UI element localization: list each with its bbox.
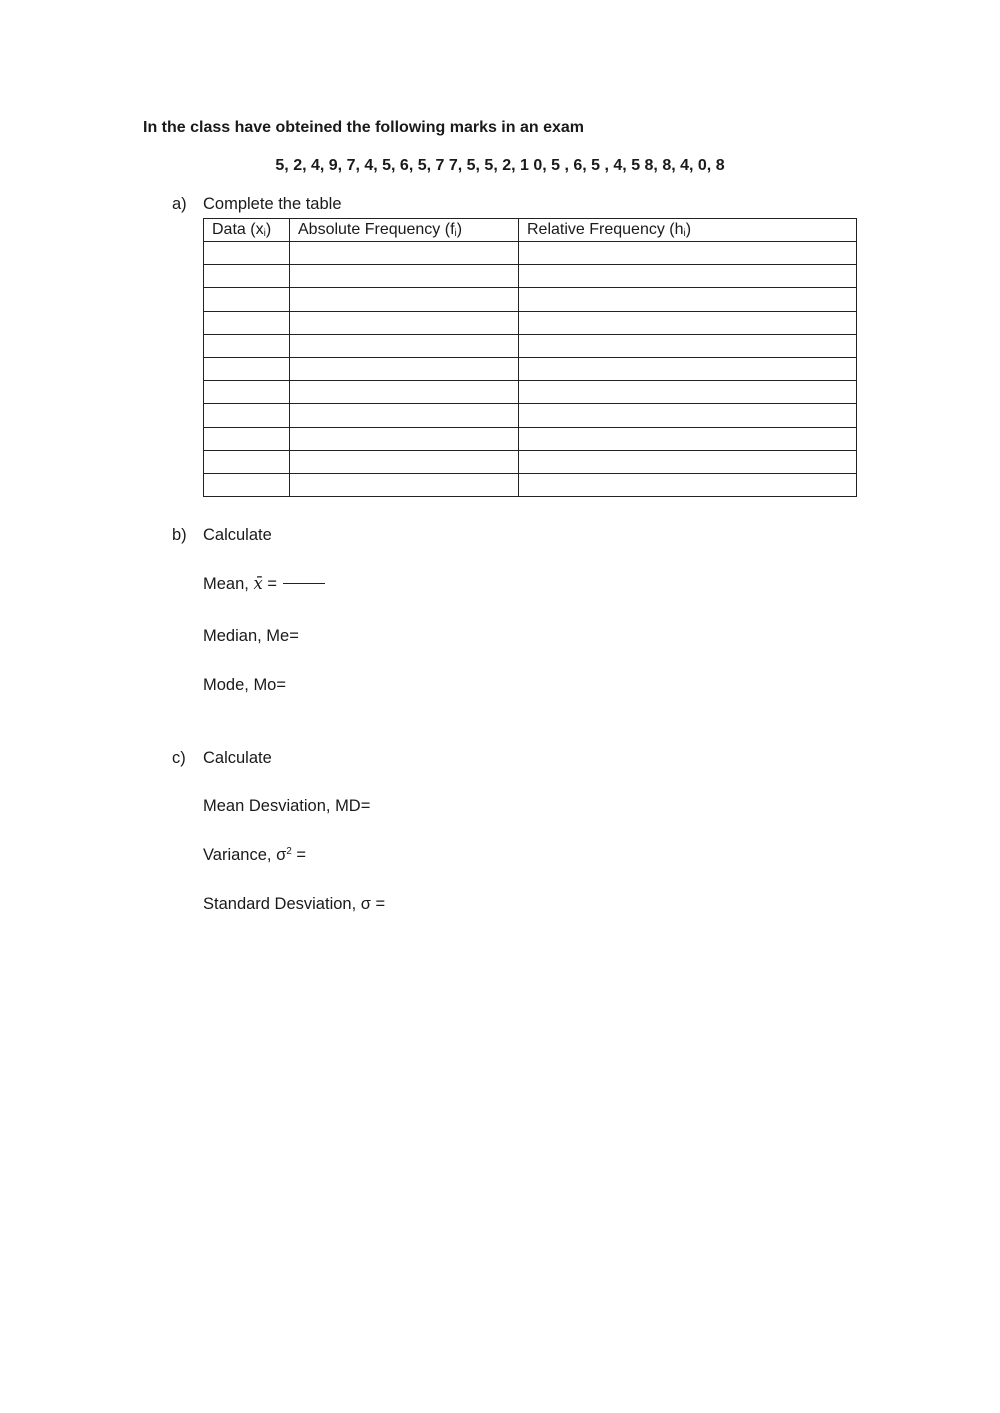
cell-data-xi[interactable] <box>204 404 290 427</box>
cell-data-xi[interactable] <box>204 381 290 404</box>
cell-data-xi[interactable] <box>204 265 290 288</box>
mean-equals: = <box>267 575 277 593</box>
median-line: Median, Me= <box>203 627 299 645</box>
cell-absolute-frequency[interactable] <box>290 427 519 450</box>
fraction-line <box>283 583 325 584</box>
table-row <box>204 450 857 473</box>
cell-data-xi[interactable] <box>204 427 290 450</box>
mean-line <box>203 574 325 594</box>
table-row <box>204 334 857 357</box>
mean-label: Mean, <box>203 575 249 593</box>
cell-absolute-frequency[interactable] <box>290 288 519 311</box>
part-c-instruction: Calculate <box>203 749 272 767</box>
part-b-letter: b) <box>172 526 187 544</box>
part-a-letter: a) <box>172 195 187 213</box>
header-absolute-frequency: Absolute Frequency $(f_i)$ <box>290 219 519 242</box>
cell-data-xi[interactable] <box>204 334 290 357</box>
cell-relative-frequency[interactable] <box>519 473 857 496</box>
cell-data-xi[interactable] <box>204 450 290 473</box>
std-deviation-line: Standard Desviation, σ = <box>203 895 386 913</box>
frequency-table <box>203 218 857 497</box>
table-row <box>204 404 857 427</box>
table-row <box>204 288 857 311</box>
cell-data-xi[interactable] <box>204 357 290 380</box>
cell-absolute-frequency[interactable] <box>290 381 519 404</box>
cell-relative-frequency[interactable] <box>519 288 857 311</box>
mode-line: Mode, Mo= <box>203 676 286 694</box>
cell-absolute-frequency[interactable] <box>290 473 519 496</box>
cell-relative-frequency[interactable] <box>519 450 857 473</box>
cell-absolute-frequency[interactable] <box>290 450 519 473</box>
header-data-xi: Data $(x_i)$ <box>204 219 290 242</box>
cell-absolute-frequency[interactable] <box>290 357 519 380</box>
part-a-instruction: Complete the table <box>203 195 342 213</box>
cell-absolute-frequency[interactable] <box>290 242 519 265</box>
part-c-letter: c) <box>172 749 186 767</box>
cell-relative-frequency[interactable] <box>519 357 857 380</box>
variance-exponent: 2 <box>286 846 292 857</box>
cell-relative-frequency[interactable] <box>519 242 857 265</box>
cell-absolute-frequency[interactable] <box>290 404 519 427</box>
table-row <box>204 242 857 265</box>
cell-absolute-frequency[interactable] <box>290 311 519 334</box>
worksheet-heading: In the class have obteined the following marks in an exam <box>143 119 585 136</box>
cell-relative-frequency[interactable] <box>519 381 857 404</box>
cell-data-xi[interactable] <box>204 288 290 311</box>
cell-absolute-frequency[interactable] <box>290 334 519 357</box>
table-row <box>204 311 857 334</box>
cell-relative-frequency[interactable] <box>519 404 857 427</box>
cell-relative-frequency[interactable] <box>519 427 857 450</box>
cell-data-xi[interactable] <box>204 473 290 496</box>
table-row <box>204 357 857 380</box>
table-header-row <box>204 219 857 242</box>
cell-relative-frequency[interactable] <box>519 265 857 288</box>
table-row <box>204 473 857 496</box>
marks-list: 5, 2, 4, 9, 7, 4, 5, 6, 5, 7 7, 5, 5, 2, 1 0, 5 , 6, 5 , 4, 5 8, 8, 4, 0, 8 <box>275 157 725 174</box>
mean-deviation-line: Mean Desviation, MD= <box>203 797 371 815</box>
cell-relative-frequency[interactable] <box>519 311 857 334</box>
table-row <box>204 427 857 450</box>
table-row <box>204 381 857 404</box>
mean-symbol: x̄ <box>253 574 263 593</box>
table-row <box>204 265 857 288</box>
cell-relative-frequency[interactable] <box>519 334 857 357</box>
variance-line: Variance, $\sigma^2$ = <box>203 846 307 864</box>
cell-data-xi[interactable] <box>204 242 290 265</box>
cell-absolute-frequency[interactable] <box>290 265 519 288</box>
part-b-instruction: Calculate <box>203 526 272 544</box>
header-relative-frequency: Relative Frequency $(h_i)$ <box>519 219 857 242</box>
cell-data-xi[interactable] <box>204 311 290 334</box>
